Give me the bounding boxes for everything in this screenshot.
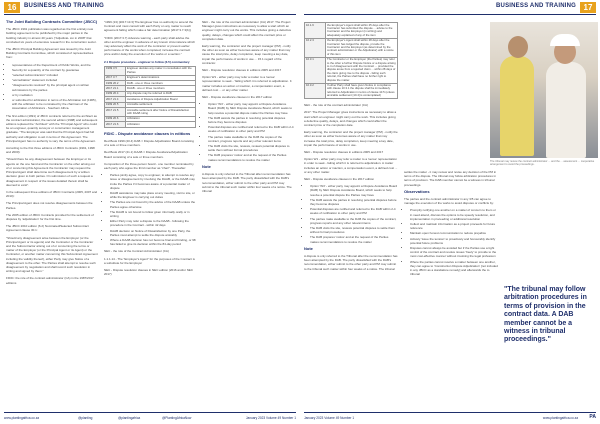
paragraph: NEC - Dispute resolution clauses in editions 2005 and 2017 [304, 149, 384, 154]
list-item: • Disputes cannot always be avoided but if the Parties use a tight control of the contract and resolve issues 'freely' to provide to the most cost-effective manner without involving the legal profession [410, 246, 498, 259]
paragraph: NEC - Dispute resolution clauses in editions 2005 and 2017 [202, 68, 282, 73]
website-link[interactable]: www.plantingafrica.co.za [542, 416, 578, 420]
table-row [105, 66, 196, 75]
list-item: • DAAB assistance may take place at any meeting, visit to site, or while the Engineer is carrying out duties [110, 191, 196, 199]
page-footer [0, 412, 300, 424]
list-item: • Potential disputes are notified and referred to the DAB within 2-4 weeks of notification to other party and PM [310, 207, 398, 215]
list-item: • Promptly notifying one another on a matter of concern to them or in need attend, discuss the options to be speedy resolution, and implementation in proceeding or additional resolution [410, 208, 498, 221]
list-item: • Option 'W3' - either party may appoint a Dispute Avoidance Board (DAB) by NEC Dispute Avoidance Board, which seeks to help resolve a potential dispute the Parties may have [310, 184, 398, 197]
workers-photo [490, 22, 598, 158]
paragraph: The parties and the contract administrator in any 3/5 can agree to manage the execution of the works to avoid disputes or conflicts by: [404, 197, 494, 206]
paragraph: A dispute is only referred to the Tribunal after the recommendation has been attempted by the DAB. The party dissatisfied with the DAB's recommendation, either submit to the other party and PM may submit to the tribunal such matter within four weeks of a notice. The tribunal [304, 254, 398, 271]
list-item: • "accreditation" statement included [12, 78, 98, 82]
list-item: • The Parties are not bound by the advice of the DAAB unless the Parties agree otherwise [110, 200, 196, 208]
text-cell: Any dispute may be referred to DAB [126, 91, 196, 96]
column-1 [6, 20, 98, 288]
magazine-logo: PA [589, 414, 596, 420]
list-item: • Collect and maintain information as a project proceeds for future reference [410, 222, 498, 230]
paragraph: Early warning, the contractor and the project manager (PM) - notify the other as soon as either becomes aware of any matter that may cause the total price, delay completion, keep meeting a key date, impair the performance of works in use ... 15.1 regard of the contractor. [202, 44, 291, 65]
paragraph: According to the first three editions of JBCC Contracts (1991, 1998 and 2000): [6, 146, 95, 155]
table-row [305, 23, 398, 39]
list-item: • Either Party may refer a dispute to the DAAB - following the procedure in the Contract - within 42 days [110, 219, 196, 227]
list-item: • The parties make available to the DAB the copies of the contract, progress reports and any other relevant items [310, 217, 398, 225]
year-cell: 2017 21.5 [105, 108, 126, 117]
text-cell: DAAB - one or three members [126, 86, 196, 91]
paragraph: Red Book 1999 (20.4) DAB = Dispute Adjudication Board consisting of a sole or three members. [104, 138, 194, 148]
paragraph: 1.1.1.14 - The "Employer's Agent" for the purposes of the Contract is a substitute for the Employer [104, 256, 195, 265]
year-cell: 2017 21.4 [105, 97, 126, 102]
list-item: • or submitted for arbitration in terms of the Arbitration Act (1965), with the arbitrator to be nominated by the chairman of the Association of Arbitrators - Southern Africa. [12, 98, 98, 111]
social-handle[interactable]: @PlantingAfricaNow [162, 416, 192, 420]
text-cell: Arbitration [126, 116, 196, 121]
bullet-list [404, 208, 498, 276]
sub-heading: Note [202, 163, 211, 169]
paragraph: NEC - the role of the Contract Administrator (CA) [104, 249, 169, 254]
year-cell: 1999 20.6 [105, 116, 126, 121]
photo-caption: The tribunal may review the contract administrator ... and the ... assessment ... cooperative arrangement to avoid the proceedings. [490, 160, 595, 167]
paragraph: In the subsequent three editions of JBCC Contracts (2005, 2007 and 2010): [6, 189, 98, 199]
list-item: • The parties make available to the DAB the copies of the contract, progress reports and any other relevant items [208, 135, 294, 143]
right-page [300, 0, 600, 424]
paragraph: The 2005 edition of JBCC Contracts provided for the settlement of disputes by 'adjudication' for the first time. [6, 212, 94, 221]
text-cell: The Contractor or the Employer (the Parties) may refer to the other a further Dispute Notice or a dispute arising to it of disagreement with the Contract ... provided the dispute arose from a rejected claim ... within 28 days of the claim giving rise to the dispute - failing such referral, the Parties shall have no further right to dispute the matter. [327, 57, 396, 82]
header-rule [304, 14, 596, 15]
paragraph: NEC - Dispute avoidance clauses in the 2017 edition [304, 176, 375, 181]
list-item: • The DAB assists the parties in resolving potential disputes before they become disputes [208, 116, 294, 124]
paragraph: 2017: The Project Manager gives instructions as necessary to allow a start which an engineer might carry out the work. This includes giving a defective quality, delays, and changes which could affect the contract price or the completion date. [304, 110, 397, 127]
bullet-list [202, 102, 294, 162]
list-item: • Where a DAAB decision has not become final and binding, or 98 has failed to give its decision within the 84-day period [110, 238, 196, 246]
list-item: • Potential disputes are notified and referred to the DAB within 2-4 weeks of notification to other party and PM [208, 125, 294, 133]
column-2 [404, 170, 498, 279]
section-title: BUSINESS AND TRAINING [24, 3, 104, 9]
list-item: • DAAB decision on Notice of Dissatisfaction by one Party, the Parties must attempt to settle the dispute amicably [110, 229, 196, 237]
list-item: • representatives of the Department of Public Works, and the [12, 63, 98, 67]
year-cell: 1999 20.2 [105, 81, 126, 86]
list-item: • The DAB prepares 'notice' and at the request of the Parties makes recommendations to resolve the matter [208, 153, 294, 161]
year-cell: 2017 21.6 [105, 122, 126, 127]
year-cell: 2017 3.7 [105, 75, 126, 80]
footer-rule [4, 412, 296, 413]
paragraph: Composition of the three-person board - one member nominated by each party who agree the third member as "chair". Thereafter: [104, 161, 194, 170]
column-2 [104, 20, 196, 279]
page-number: 16 [4, 2, 20, 13]
text-cell: Avoidance of Dispute Adjudication Board [126, 97, 196, 102]
issue-info: January 2023 Volume 49 Number 1 [304, 416, 355, 420]
sub-heading: Observations [404, 188, 430, 194]
clause-cell: 10.1.6 [305, 23, 326, 39]
footer-rule [304, 412, 596, 413]
timeline-table [104, 66, 196, 128]
paragraph: Early warning, the contractor and the project manager (PM) - notify the other as soon as either becomes aware of any matter that may increase the total price, delay completion, keep meeting a key date, impair the performance of works in use. [304, 130, 398, 147]
clause-table [304, 22, 398, 99]
list-item: • Actively 'issue the tension' to proactively and honourably identify potential future problems [410, 237, 498, 245]
column-1 [304, 20, 398, 274]
social-handle[interactable]: @plantingafrica [118, 416, 141, 420]
text-cell: Engineer's determinations [126, 75, 196, 80]
table-caption: 2.1 Dispute procedure - engineer to follow (3.5) commentary [104, 59, 190, 64]
list-item: • The DAAB is not bound to follow given informally orally or in writing [110, 210, 196, 218]
page-number: 17 [580, 2, 596, 13]
list-item: • "selected subcontractors" included [12, 73, 98, 77]
page-footer [300, 412, 600, 424]
list-item: • The DAB prepares 'notice' and at the request of the Parties makes recommendations to resolve the matter [310, 235, 398, 243]
table-row [105, 122, 196, 127]
issue-info: January 2023 Volume 49 Number 1 [245, 416, 296, 420]
text-cell: If either Party shall have given Notice in compliance with clause 10.3.1 the dispute shall be immediately referred to Adjudication in terms of clause 10.5 (unless amicable settlement [10.4] is contemplated) [326, 83, 398, 99]
worker-figure [546, 62, 586, 158]
table-row [305, 83, 398, 99]
page-header [0, 0, 300, 14]
list-item: • "disagreements resolved" by the principal agent on written submissions by the parties [12, 83, 98, 91]
list-item: • Parties jointly agree, copy to engineer, to attempt to resolve any issue or disagreement by involving the DAAB, or the DAAB may invite the Parties if it becomes aware of a potential matter of dispute [110, 173, 196, 190]
paragraph: Option W1 - either party may refer a matter to a 'sense' representation to seek - 'failing which it is referred to adjudication. It matter includes an action or inaction, a compensation event, a defined cost ... or any other matter. [202, 75, 292, 92]
list-item: • Security for a quantity of the contract by guarantee [12, 68, 98, 72]
website-link[interactable]: www.plantingafrica.co.za [4, 416, 40, 420]
clause-cell: 10.3.1 [305, 57, 326, 83]
clause-cell: 10.2.3 [305, 38, 326, 57]
page-header [300, 0, 600, 14]
sub-heading: Note [304, 245, 313, 251]
text-cell: DAB - one or three members [126, 81, 196, 86]
section-title: BUSINESS AND TRAINING [496, 3, 576, 9]
paragraph: The JBCC 2010 edition (6.2) Nominated/Selected Subcontract Agreement clause 30.1: [6, 224, 89, 233]
paragraph: Option W1 - either party may refer a matter to a 'sense' representation in order to seek - failing which it is referred to adjudication. A matter includes an action or inaction, a compensation event, a defined cost ... or any other matter. [304, 157, 398, 174]
year-cell: 1999 20.4 [105, 91, 126, 96]
text-cell: Engineer decides any matter in consultation with the Parties [126, 66, 196, 75]
paragraph: settles the matter - it may review and revise any decision of the PM in terms of the dispute. The tribunal may follow arbitration procedures in terms of provision. The DAB member cannot be a witness in tribunal proceedings. [404, 170, 497, 187]
paragraph: Red Book 2017 (21.1) DAAB = Dispute Avoidance/Adjudication Board consisting of a sole or three members. [104, 150, 188, 159]
paragraph: "FIDIC (2017:3.7) Advance warning - each party shall advise the other and the engineer in advance of any known circumstance which may adversely affect the work of the contractor or prevent earlier performance of the works when completed; increase the contract price and/or delay the execution of the works or a section." [104, 35, 196, 57]
year-cell: 1999 3.5 [105, 66, 126, 75]
column-3 [202, 20, 294, 196]
paragraph: NEC - Dispute avoidance clauses in the 2017 edition [202, 95, 273, 100]
list-item: • The DAB assists the parties in resolving potential disputes before they become disputes [310, 198, 398, 206]
paragraph: The JBCC Principal Building Agreement was issued by the Joint Building Contracts Committee, which consisted of representatives from: [6, 47, 94, 60]
text-cell: the Employer's Agent shall within 25 days after the Contractor has submitted the dispute ... advise to the Contractor and the Employer (in writing) and adequately explained of any of the item [326, 23, 398, 39]
header-rule [4, 14, 296, 15]
paragraph: NEC - the role of the contract administrator (CA) [304, 103, 369, 108]
paragraph: NEC - the role of the contract administrator (CA) 2017: The Project Manager gives instructions as necessary to allow a start which an engineer might carry out the works. This includes giving a defective quality, delays, changes which could affect the contract price or completion date. [202, 20, 292, 41]
year-cell: 1999 20.5 [105, 102, 126, 107]
sub-heading: FIDIC - Dispute avoidance clauses in editions [104, 130, 191, 136]
paragraph: NEC - Dispute resolution clauses in NEC edition (2016 and/or NEC 2017) [104, 267, 194, 277]
bullet-list [304, 184, 398, 244]
worker-head [508, 36, 528, 58]
table-row [305, 57, 398, 83]
text-cell: Amicable settlement after Notice of Dissatisfaction with DAAB ruling [126, 108, 196, 117]
social-handle[interactable]: @planting [78, 416, 93, 420]
hard-hat [550, 34, 580, 46]
list-item: • The DAB visits the site, reviews potential disputes to settle them without formal procedures [310, 226, 398, 234]
text-cell: the Employer's Agent shall within 28 days after the Contractor has lodged the dispute, provide the Contractor and the Employer (as determined by the contract administrator or the Adjudicator) with a notice of this item [326, 38, 398, 57]
paragraph: "1999 (13) [2017:13.3] The Engineer has no authority to amend the Contract and must consult with each Party on any matter to reach agreement failing which make a fair determination [2017:3.7.3(b)]. [104, 20, 194, 33]
year-cell: 2017 21.1 [105, 86, 126, 91]
paragraph: A dispute is only referred to the Tribunal after recommendation has been attempted by the DAB. The party dissatisfied with the DAB's recommendation, either submit to the other party and PM may submit to the tribunal such matter within four weeks of a notice. The tribunal [202, 172, 292, 193]
list-item: • or by mediation [12, 93, 98, 97]
table-row [105, 108, 196, 117]
paragraph: "Should there be any disagreement between the Employer or its agents on the one hand and the Contractor on the other arising out of or concerning this Agreement the Contractor may request the Principal Agent shall determine such disagreement by a written decision given to both parties. On submission of such a request a disagreement in respect of the issues detailed therein shall be deemed to exist". [6, 157, 95, 187]
worker-figure [500, 56, 534, 156]
paragraph: The JBCC 1991 publication was regarded as the first entirely new building agreement to be published by the major parties in the building industry in almost 40 years ("Adjudicat- ion in 2008" that concluded six years of extensive research in the construction sector. [6, 27, 97, 44]
clause-cell: 10.3.2 [305, 83, 326, 99]
article-heading: The Joint Building Contracts Committee (JBCC) [6, 19, 98, 24]
list-item: • Option 'W3' - either party may appoint a Dispute Avoidance Board (DAB) by NEC Dispute Avoidance Board, which seeks to help resolve a potential dispute matter the Parties may have [208, 102, 294, 115]
pull-quote: "The tribunal may follow arbitration procedures in terms of provision in the contract data. A DAB member cannot be a witness in tribunal proceedings." [504, 286, 587, 344]
paragraph: FIDIC: the role of the contract administrator (CA) in the 1987/2017 editions [6, 276, 94, 285]
table-row [305, 38, 398, 57]
list-item: • Maintain open honest communication to reduce prejudice [410, 231, 498, 235]
text-cell: Arbitration [126, 122, 196, 127]
list-item: • Where the parties cannot resolve a matter between one another, they can agree to 'Construction Dispute Adjudication' [not included in any JBCC as a standalone remedy] and afterwards the to tribunal [410, 260, 498, 277]
bullet-list [6, 63, 98, 111]
paragraph: "Should any disagreement arise between the Employer (or the Principal Agent or its agents) and the Contractor or the Contractor and the Subcontractor arising out of or concerning the terms or matter of the Employer (or the Principal Agent or its Agent) or the Contractor, or another matter concerning this Subcontract Agreement including the validity thereof), either Party may give Notice of a disagreement to the other. The Parties shall attempt to resolve such disagreement by negotiation and shall record such resolution in writing and signed by them." [6, 235, 98, 274]
paragraph: The first edition (1991) of JBCC contracts referred to the architect as the contract administrator, the second edition (1998) and subsequent editions replaced the "Architect" with the "Principal Agent" who could be an engineer, quantity surveyor or construction management graduate. "The Employer was said that the Principal Agent had full authority and obligation to act in terms of this Agreement. The Principal Agent has no authority to vary the terms of the Agreement. [6, 113, 98, 143]
bullet-list [104, 173, 196, 246]
text-cell: Amicable settlement [126, 102, 196, 107]
paragraph: The Principal Agent does not resolve disagreements between the Parties. [6, 201, 93, 210]
list-item: • The DAB visits the site, reviews, reviews potential disputes to settle them without formal procedures [208, 144, 294, 152]
